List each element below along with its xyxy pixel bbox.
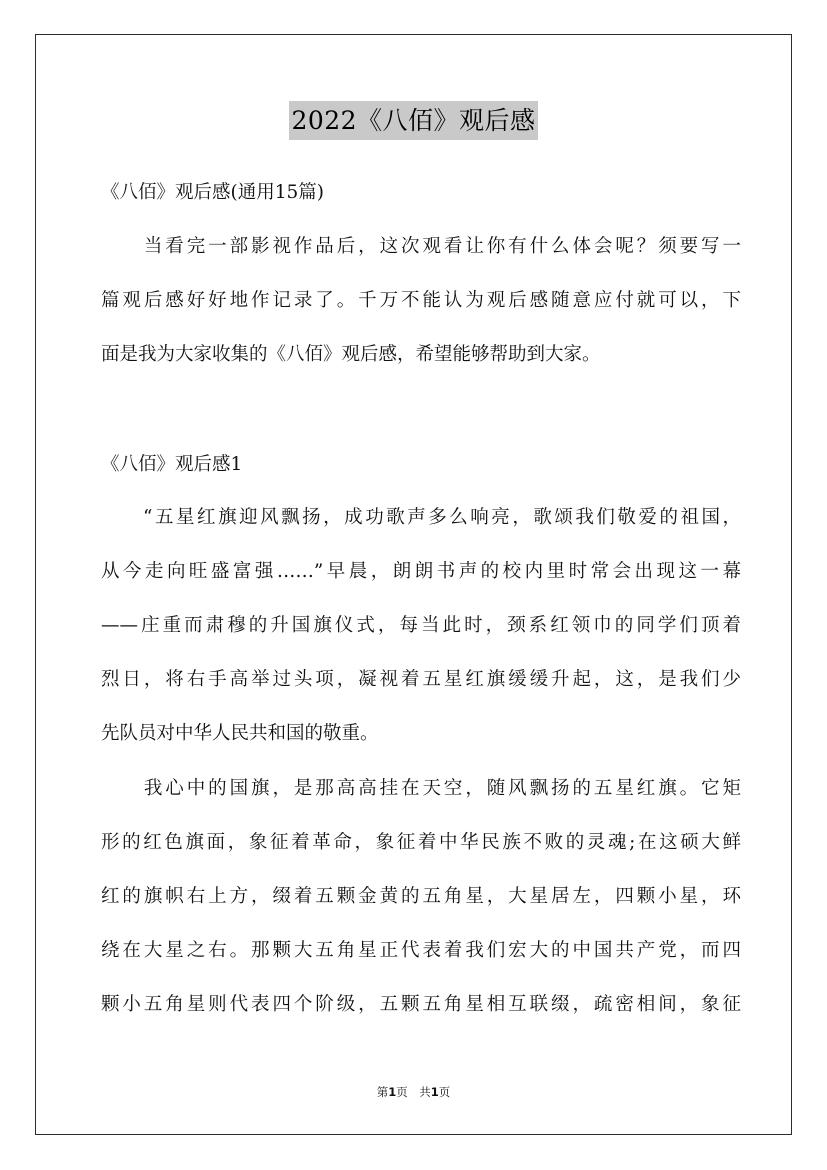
paragraph-line: 烈日，将右手高举过头项，凝视着五星红旗缓缓升起，这，是我们少	[101, 669, 741, 690]
paragraph-line: 红的旗帜右上方，缀着五颗金黄的五角星，大星居左，四颗小星，环	[101, 886, 741, 907]
footer-page-number: 1	[388, 1085, 397, 1099]
paragraph-line: ——庄重而肃穆的升国旗仪式，每当此时，颈系红领巾的同学们顶着	[101, 615, 741, 636]
paragraph-line: 形的红色旗面，象征着革命，象征着中华民族不败的灵魂;在这硕大鲜	[101, 832, 741, 853]
section-heading: 《八佰》观后感1	[101, 454, 243, 475]
footer-total-pages: 1	[430, 1085, 439, 1099]
page-footer	[0, 1084, 827, 1100]
intro-line: 面是我为大家收集的《八佰》观后感，希望能够帮助到大家。	[101, 344, 601, 365]
intro-line: 当看完一部影视作品后，这次观看让你有什么体会呢？须要写一	[101, 236, 741, 257]
paragraph-line: 绕在大星之右。那颗大五角星正代表着我们宏大的中国共产党，而四	[101, 940, 741, 961]
footer-suffix: 页	[438, 1085, 451, 1099]
document-title: 2022《八佰》观后感	[289, 101, 537, 140]
paragraph-line: 从今走向旺盛富强……”早晨，朗朗书声的校内里时常会出现这一幕	[101, 561, 741, 582]
paragraph-line: 颗小五角星则代表四个阶级，五颗五角星相互联缀，疏密相间，象征	[101, 994, 741, 1015]
paragraph-line: 我心中的国旗，是那高高挂在天空，随风飘扬的五星红旗。它矩	[101, 778, 741, 799]
subtitle: 《八佰》观后感(通用15篇)	[101, 182, 324, 203]
paragraph-line: “五星红旗迎风飘扬，成功歌声多么响亮，歌颂我们敬爱的祖国，	[101, 507, 741, 528]
footer-middle: 页 共	[396, 1085, 431, 1099]
title-container	[0, 101, 827, 140]
footer-prefix: 第	[376, 1085, 389, 1099]
intro-line: 篇观后感好好地作记录了。千万不能认为观后感随意应付就可以，下	[101, 290, 741, 311]
paragraph-line: 先队员对中华人民共和国的敬重。	[101, 723, 379, 744]
